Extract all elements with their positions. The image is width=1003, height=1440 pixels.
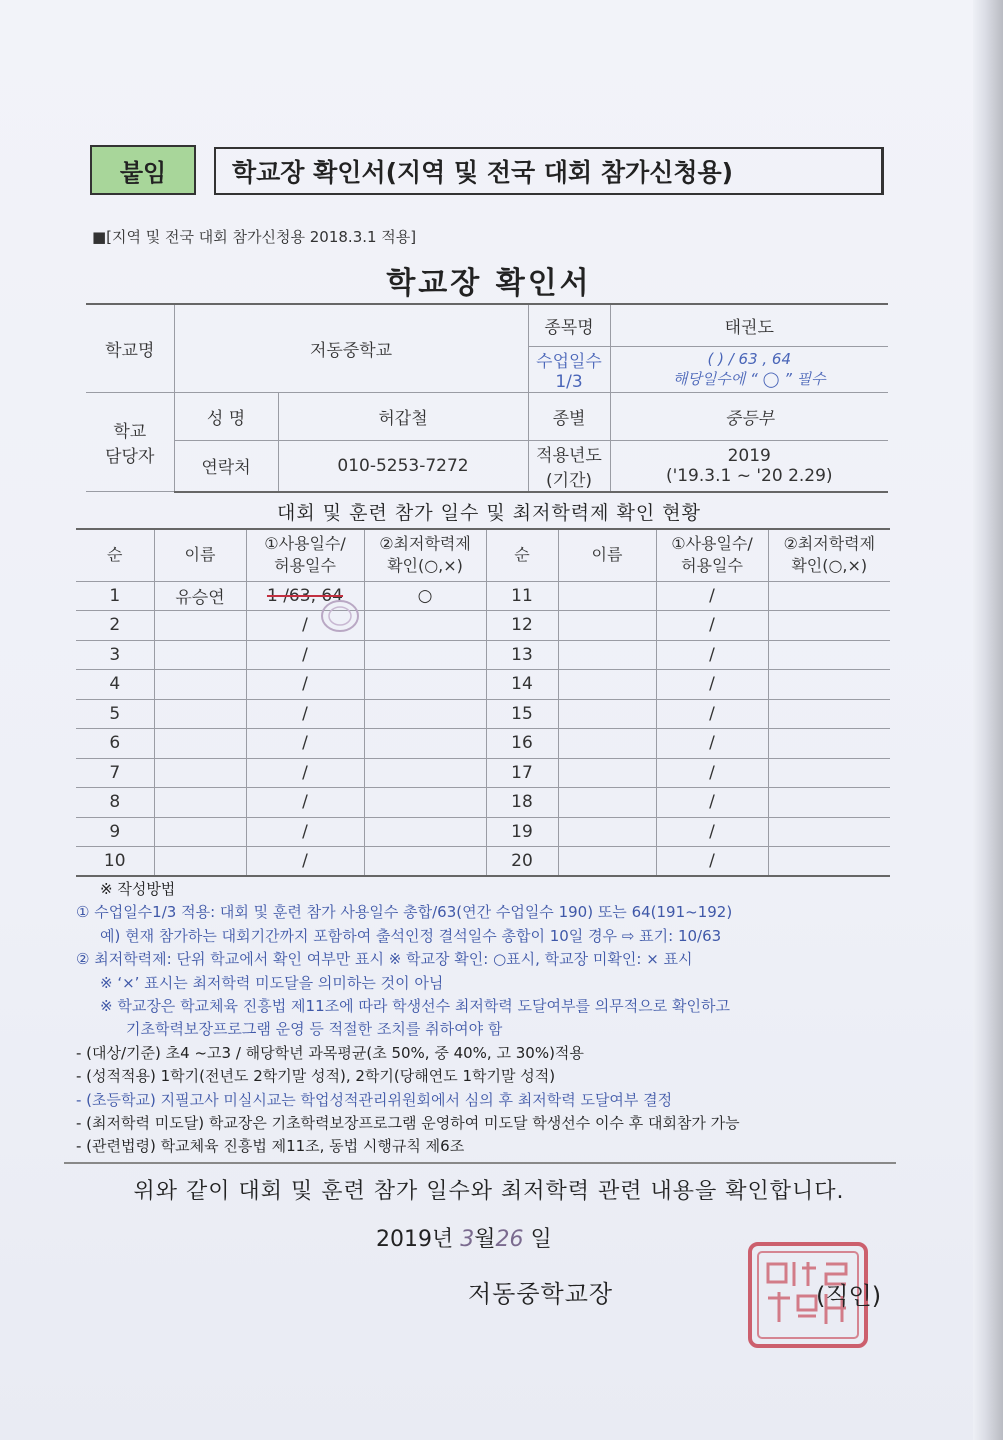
col-header-name: 이름 xyxy=(154,529,246,581)
row-no: 1 xyxy=(76,581,154,611)
row-name xyxy=(558,581,656,611)
header-title: 학교장 확인서(지역 및 전국 대회 참가신청용) xyxy=(214,147,884,195)
row-days: / xyxy=(246,758,364,788)
row-name xyxy=(154,788,246,818)
row-no: 6 xyxy=(76,729,154,759)
row-check xyxy=(768,847,890,877)
table-row xyxy=(76,817,890,847)
row-days: / xyxy=(246,788,364,818)
row-name xyxy=(558,670,656,700)
row-days: / xyxy=(246,699,364,729)
detail-2: - (성적적용) 1학기(전년도 2학기말 성적), 2학기(당해연도 1학기말 성적) xyxy=(76,1067,556,1086)
class-days-value-line1: ( ) / 63 , 64 xyxy=(707,349,792,368)
row-days-struck: 1 /63, 64 xyxy=(266,585,344,606)
division-value: 중등부 xyxy=(610,392,888,440)
row-days: / xyxy=(656,611,768,641)
row-check xyxy=(364,847,486,877)
row-check xyxy=(364,699,486,729)
row-no: 16 xyxy=(486,729,558,759)
note-1-example: 예) 현재 참가하는 대회기간까지 포함하여 출석인정 결석일수 총합이 10일 경우 ⇨ 표기: 10/63 xyxy=(100,926,722,945)
staff-label-line1: 학교 xyxy=(113,421,147,442)
year-label xyxy=(528,440,610,492)
row-days: / xyxy=(656,817,768,847)
school-name-label: 학교명 xyxy=(86,304,174,392)
row-check xyxy=(364,788,486,818)
row-no: 5 xyxy=(76,699,154,729)
row-days: / xyxy=(246,729,364,759)
note-2: ② 최저학력제: 단위 학교에서 확인 여부만 표시 ※ 학교장 확인: ○표시, 학교장 미확인: × 표시 xyxy=(76,950,693,969)
row-days: / xyxy=(246,611,364,641)
date-day-unit: 일 xyxy=(530,1227,552,1252)
row-check xyxy=(364,758,486,788)
seal-label: (직인) xyxy=(816,1282,882,1310)
row-check xyxy=(364,611,486,641)
row-check xyxy=(364,640,486,670)
row-days: / xyxy=(656,788,768,818)
row-days: / xyxy=(656,699,768,729)
year-value-line1: 2019 xyxy=(727,445,771,466)
row-check xyxy=(768,729,890,759)
row-name xyxy=(154,670,246,700)
year-value-line2: ('19.3.1 ~ '20 2.29) xyxy=(665,465,833,486)
row-days: / xyxy=(656,758,768,788)
row-name: 유승연 xyxy=(154,581,246,611)
row-check xyxy=(768,788,890,818)
section-divider xyxy=(64,1162,896,1164)
table-row xyxy=(76,670,890,700)
sport-label: 종목명 xyxy=(528,304,610,346)
row-check xyxy=(768,758,890,788)
detail-4: - (최저학력 미도달) 학교장은 기초학력보장프로그램 운영하여 미도달 학생선수 이수 후 대회참가 가능 xyxy=(76,1114,740,1133)
row-no: 19 xyxy=(486,817,558,847)
year-label-line1: 적용년도 xyxy=(536,445,602,466)
col-header-days xyxy=(656,529,768,581)
confirmation-statement: 위와 같이 대회 및 훈련 참가 일수와 최저학력 관련 내용을 확인합니다. xyxy=(133,1179,845,1204)
row-days: / xyxy=(246,817,364,847)
notes-heading: ※ 작성방법 xyxy=(100,880,176,898)
row-check xyxy=(364,670,486,700)
row-name xyxy=(154,699,246,729)
row-no: 11 xyxy=(486,581,558,611)
table-row xyxy=(76,611,890,641)
document-title: 학교장 확인서 xyxy=(386,266,592,301)
row-no: 8 xyxy=(76,788,154,818)
row-name xyxy=(154,817,246,847)
row-name xyxy=(558,699,656,729)
note-4-cont: 기초학력보장프로그램 운영 등 적절한 조치를 취하여야 함 xyxy=(126,1020,503,1039)
date-day: 26 xyxy=(495,1227,524,1252)
row-check xyxy=(768,670,890,700)
row-no: 15 xyxy=(486,699,558,729)
row-days: / xyxy=(246,670,364,700)
school-name-value: 저동중학교 xyxy=(174,304,528,392)
row-no: 18 xyxy=(486,788,558,818)
row-no: 7 xyxy=(76,758,154,788)
class-days-label xyxy=(528,346,610,392)
small-stamp-mark xyxy=(318,598,362,634)
table-row xyxy=(76,699,890,729)
year-label-line2: (기간) xyxy=(545,470,593,491)
col-header-check-line2: 확인(○,×) xyxy=(387,556,463,576)
row-name xyxy=(154,847,246,877)
principal-title: 저동중학교장 xyxy=(468,1280,614,1308)
table-row xyxy=(76,847,890,877)
name-value: 허갑철 xyxy=(278,392,528,440)
row-days: / xyxy=(656,729,768,759)
row-days: / xyxy=(656,847,768,877)
row-days: / xyxy=(656,640,768,670)
note-1: ① 수업일수1/3 적용: 대회 및 훈련 참가 사용일수 총합/63(연간 수업일수 190) 또는 64(191~192) xyxy=(76,903,733,922)
row-no: 3 xyxy=(76,640,154,670)
row-no: 14 xyxy=(486,670,558,700)
detail-1: - (대상/기준) 초4 ~고3 / 해당학년 과목평균(초 50%, 중 40%, 고 30%)적용 xyxy=(76,1043,584,1062)
note-4: ※ 학교장은 학교체육 진흥법 제11조에 따라 학생선수 최저학력 도달여부를 의무적으로 확인하고 xyxy=(100,997,730,1016)
date-line xyxy=(376,1222,552,1253)
row-name xyxy=(558,729,656,759)
row-no: 9 xyxy=(76,817,154,847)
class-days-label-line1: 수업일수 xyxy=(536,351,602,372)
appendix-tag: 붙임 xyxy=(90,145,196,195)
contact-value: 010-5253-7272 xyxy=(278,440,528,492)
page-edge xyxy=(973,0,1003,1440)
row-name xyxy=(154,729,246,759)
row-check xyxy=(364,729,486,759)
row-check xyxy=(768,699,890,729)
date-month: 3 xyxy=(460,1227,475,1252)
row-check: ○ xyxy=(364,581,486,611)
division-label: 종별 xyxy=(528,392,610,440)
col-header-check-line2: 확인(○,×) xyxy=(791,556,868,576)
row-no: 10 xyxy=(76,847,154,877)
col-header-days xyxy=(246,529,364,581)
table-row xyxy=(76,581,890,611)
row-days: / xyxy=(656,670,768,700)
class-days-value-line2: 해당일수에 “ ◯ ” 필수 xyxy=(672,369,826,388)
date-year: 2019년 xyxy=(376,1227,454,1252)
col-header-name: 이름 xyxy=(558,529,656,581)
col-header-check xyxy=(364,529,486,581)
row-no: 2 xyxy=(76,611,154,641)
col-header-no: 순 xyxy=(486,529,558,581)
row-name xyxy=(558,611,656,641)
row-check xyxy=(768,581,890,611)
row-no: 20 xyxy=(486,847,558,877)
detail-3: - (초등학교) 지필고사 미실시교는 학업성적관리위원회에서 심의 후 최저학력 도달여부 결정 xyxy=(76,1090,673,1109)
row-name xyxy=(154,758,246,788)
row-no: 12 xyxy=(486,611,558,641)
contact-label: 연락처 xyxy=(174,440,278,492)
row-check xyxy=(768,640,890,670)
row-check xyxy=(364,817,486,847)
writing-instructions xyxy=(76,878,906,1159)
table-row xyxy=(76,640,890,670)
staff-label-line2: 담당자 xyxy=(105,446,155,467)
participation-table xyxy=(76,528,890,877)
table-row xyxy=(76,788,890,818)
row-days: / xyxy=(246,640,364,670)
year-value xyxy=(610,440,888,492)
class-days-label-line2: 1/3 xyxy=(555,371,583,392)
form-note: ■[지역 및 전국 대회 참가신청용 2018.3.1 적용] xyxy=(92,228,417,246)
status-heading: 대회 및 훈련 참가 일수 및 최저학력제 확인 현황 xyxy=(276,502,702,524)
row-no: 17 xyxy=(486,758,558,788)
row-check xyxy=(768,611,890,641)
row-name xyxy=(558,847,656,877)
row-name xyxy=(558,640,656,670)
sport-value: 태권도 xyxy=(610,304,888,346)
note-3: ※ ‘×’ 표시는 최저학력 미도달을 의미하는 것이 아님 xyxy=(100,973,444,992)
row-name xyxy=(154,640,246,670)
staff-label xyxy=(86,392,174,492)
col-header-no: 순 xyxy=(76,529,154,581)
row-name xyxy=(558,817,656,847)
table-row xyxy=(76,758,890,788)
table-row xyxy=(76,729,890,759)
class-days-value xyxy=(610,346,888,392)
col-header-days-line1: ①사용일수/ xyxy=(264,534,346,554)
col-header-days-line2: 허용일수 xyxy=(274,556,336,576)
row-days: / xyxy=(246,847,364,877)
date-month-unit: 월 xyxy=(474,1227,496,1252)
col-header-days-line1: ①사용일수/ xyxy=(671,534,753,554)
row-no: 13 xyxy=(486,640,558,670)
row-check xyxy=(768,817,890,847)
col-header-check-line1: ②최저학력제 xyxy=(783,534,876,554)
col-header-check-line1: ②최저학력제 xyxy=(379,534,471,554)
col-header-check xyxy=(768,529,890,581)
row-no: 4 xyxy=(76,670,154,700)
col-header-days-line2: 허용일수 xyxy=(681,556,743,576)
row-name xyxy=(558,758,656,788)
row-name xyxy=(154,611,246,641)
row-days: / xyxy=(656,581,768,611)
detail-5: - (관련법령) 학교체육 진흥법 제11조, 동법 시행규칙 제6조 xyxy=(76,1137,465,1156)
name-label: 성 명 xyxy=(174,392,278,440)
school-info-table xyxy=(86,303,888,493)
row-name xyxy=(558,788,656,818)
